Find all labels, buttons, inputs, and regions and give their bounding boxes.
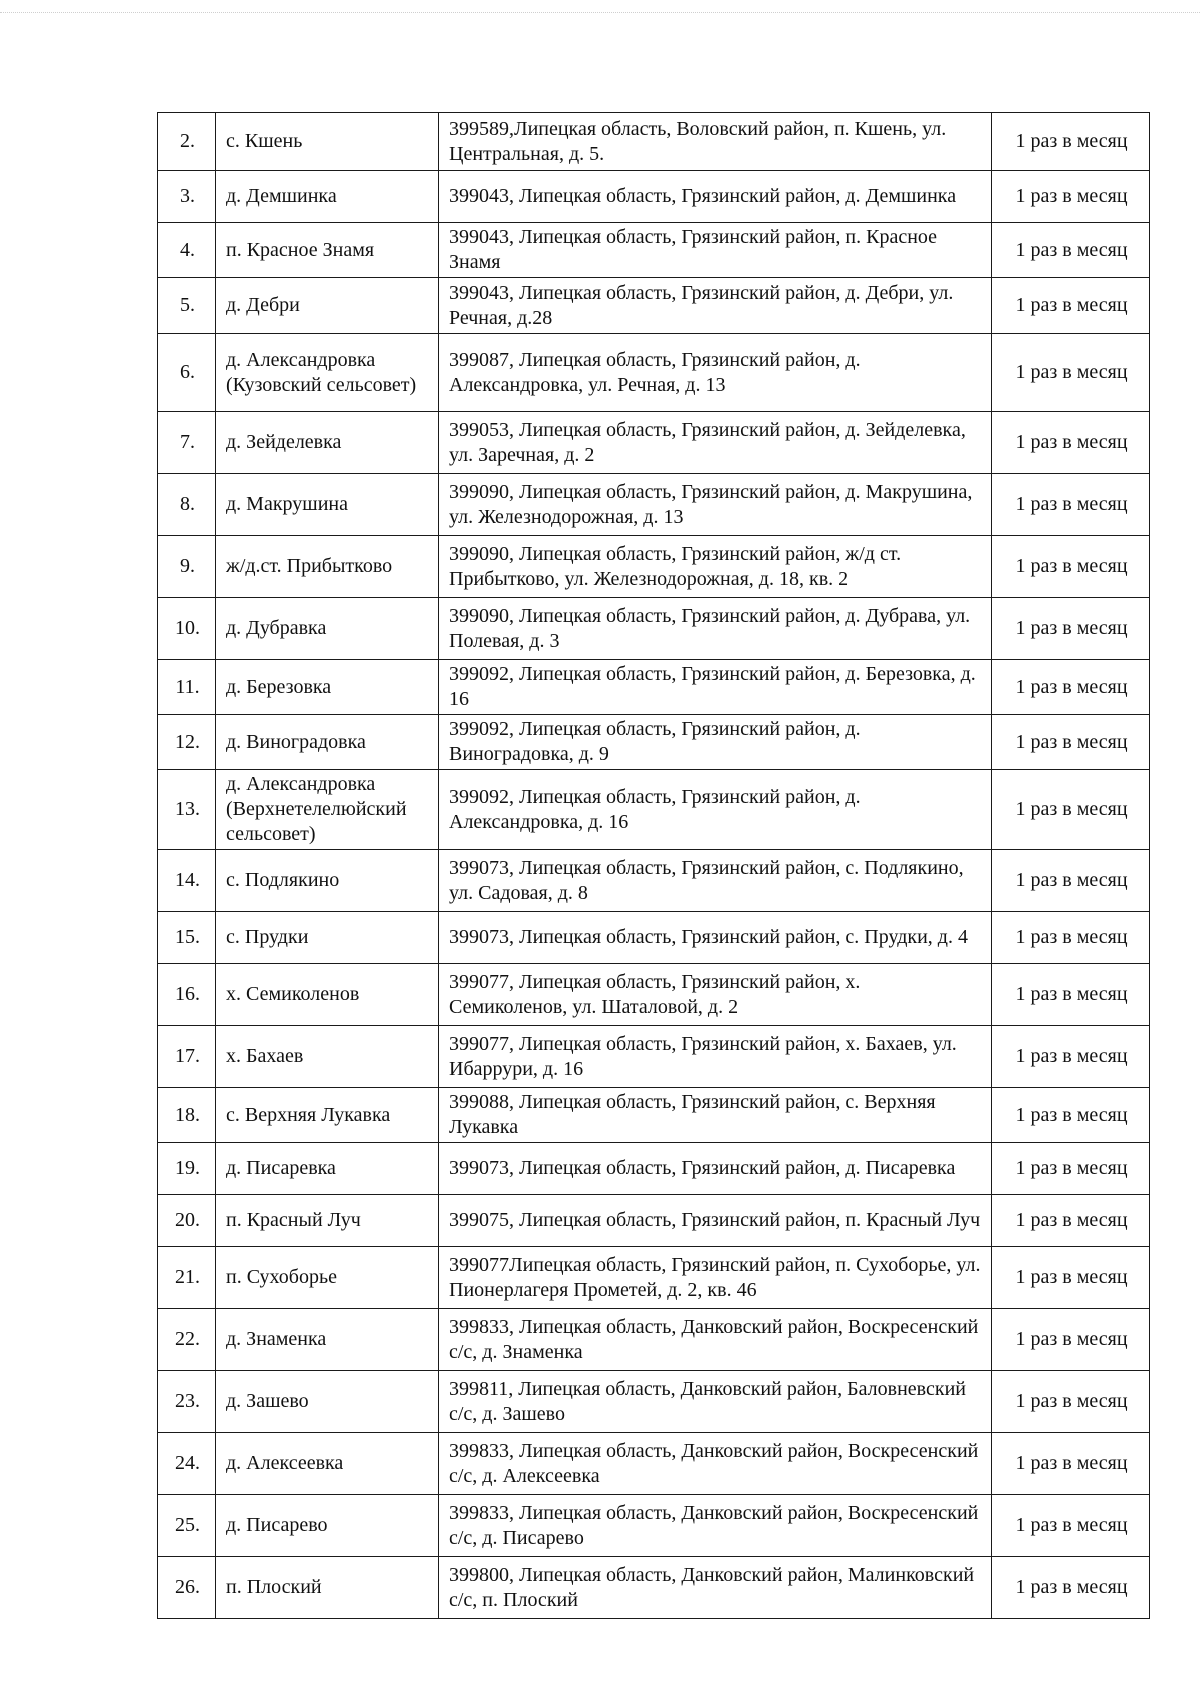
- place-name-cell: х. Семиколенов: [216, 964, 439, 1026]
- frequency-cell: 1 раз в месяц: [992, 278, 1150, 334]
- frequency-cell: 1 раз в месяц: [992, 536, 1150, 598]
- place-name-cell: д. Александровка (Верхнетелелюйский сельсовет): [216, 770, 439, 850]
- row-number-cell: 2.: [158, 113, 216, 171]
- row-number-cell: 15.: [158, 912, 216, 964]
- row-number-cell: 23.: [158, 1371, 216, 1433]
- address-cell: 399833, Липецкая область, Данковский район, Воскресенский с/с, д. Алексеевка: [439, 1433, 992, 1495]
- row-number-cell: 9.: [158, 536, 216, 598]
- table-row: [158, 171, 1150, 223]
- frequency-cell: 1 раз в месяц: [992, 715, 1150, 770]
- place-name-cell: с. Подлякино: [216, 850, 439, 912]
- table-row: [158, 1557, 1150, 1619]
- frequency-cell: 1 раз в месяц: [992, 1026, 1150, 1088]
- table-row: [158, 278, 1150, 334]
- row-number-cell: 11.: [158, 660, 216, 715]
- address-cell: 399092, Липецкая область, Грязинский район, д. Виноградовка, д. 9: [439, 715, 992, 770]
- place-name-cell: х. Бахаев: [216, 1026, 439, 1088]
- frequency-cell: 1 раз в месяц: [992, 1495, 1150, 1557]
- place-name-cell: д. Александровка (Кузовский сельсовет): [216, 334, 439, 412]
- table-row: [158, 536, 1150, 598]
- frequency-cell: 1 раз в месяц: [992, 1247, 1150, 1309]
- table-row: [158, 1195, 1150, 1247]
- row-number-cell: 5.: [158, 278, 216, 334]
- place-name-cell: д. Березовка: [216, 660, 439, 715]
- table-row: [158, 912, 1150, 964]
- address-cell: 399075, Липецкая область, Грязинский район, п. Красный Луч: [439, 1195, 992, 1247]
- address-cell: 399043, Липецкая область, Грязинский район, п. Красное Знамя: [439, 223, 992, 278]
- address-cell: 399073, Липецкая область, Грязинский район, д. Писаревка: [439, 1143, 992, 1195]
- place-name-cell: д. Писарево: [216, 1495, 439, 1557]
- place-name-cell: с. Прудки: [216, 912, 439, 964]
- row-number-cell: 22.: [158, 1309, 216, 1371]
- table-row: [158, 1371, 1150, 1433]
- locations-table: [157, 112, 1150, 1619]
- row-number-cell: 25.: [158, 1495, 216, 1557]
- frequency-cell: 1 раз в месяц: [992, 474, 1150, 536]
- place-name-cell: ж/д.ст. Прибытково: [216, 536, 439, 598]
- place-name-cell: п. Красное Знамя: [216, 223, 439, 278]
- row-number-cell: 20.: [158, 1195, 216, 1247]
- place-name-cell: д. Виноградовка: [216, 715, 439, 770]
- address-cell: 399043, Липецкая область, Грязинский район, д. Дебри, ул. Речная, д.28: [439, 278, 992, 334]
- address-cell: 399088, Липецкая область, Грязинский район, с. Верхняя Лукавка: [439, 1088, 992, 1143]
- frequency-cell: 1 раз в месяц: [992, 598, 1150, 660]
- table-row: [158, 412, 1150, 474]
- place-name-cell: п. Сухоборье: [216, 1247, 439, 1309]
- table-row: [158, 1088, 1150, 1143]
- table-row: [158, 1026, 1150, 1088]
- frequency-cell: 1 раз в месяц: [992, 964, 1150, 1026]
- table-row: [158, 1433, 1150, 1495]
- table-row: [158, 964, 1150, 1026]
- frequency-cell: 1 раз в месяц: [992, 912, 1150, 964]
- table-row: [158, 1247, 1150, 1309]
- table-row: [158, 715, 1150, 770]
- address-cell: 399833, Липецкая область, Данковский район, Воскресенский с/с, д. Писарево: [439, 1495, 992, 1557]
- page-edge-line: [0, 12, 1200, 13]
- place-name-cell: д. Демшинка: [216, 171, 439, 223]
- frequency-cell: 1 раз в месяц: [992, 1088, 1150, 1143]
- frequency-cell: 1 раз в месяц: [992, 171, 1150, 223]
- frequency-cell: 1 раз в месяц: [992, 113, 1150, 171]
- row-number-cell: 3.: [158, 171, 216, 223]
- address-cell: 399077, Липецкая область, Грязинский район, х. Семиколенов, ул. Шаталовой, д. 2: [439, 964, 992, 1026]
- place-name-cell: д. Дубравка: [216, 598, 439, 660]
- place-name-cell: д. Алексеевка: [216, 1433, 439, 1495]
- place-name-cell: п. Красный Луч: [216, 1195, 439, 1247]
- row-number-cell: 6.: [158, 334, 216, 412]
- address-cell: 399833, Липецкая область, Данковский район, Воскресенский с/с, д. Знаменка: [439, 1309, 992, 1371]
- place-name-cell: с. Кшень: [216, 113, 439, 171]
- frequency-cell: 1 раз в месяц: [992, 660, 1150, 715]
- table-row: [158, 850, 1150, 912]
- row-number-cell: 19.: [158, 1143, 216, 1195]
- table-row: [158, 1143, 1150, 1195]
- table-row: [158, 770, 1150, 850]
- place-name-cell: д. Дебри: [216, 278, 439, 334]
- frequency-cell: 1 раз в месяц: [992, 412, 1150, 474]
- table-row: [158, 334, 1150, 412]
- table-row: [158, 1309, 1150, 1371]
- row-number-cell: 21.: [158, 1247, 216, 1309]
- frequency-cell: 1 раз в месяц: [992, 334, 1150, 412]
- row-number-cell: 16.: [158, 964, 216, 1026]
- table-row: [158, 1495, 1150, 1557]
- row-number-cell: 13.: [158, 770, 216, 850]
- table-row: [158, 598, 1150, 660]
- table-row: [158, 474, 1150, 536]
- address-cell: 399087, Липецкая область, Грязинский район, д. Александровка, ул. Речная, д. 13: [439, 334, 992, 412]
- table-row: [158, 223, 1150, 278]
- address-cell: 399053, Липецкая область, Грязинский район, д. Зейделевка, ул. Заречная, д. 2: [439, 412, 992, 474]
- address-cell: 399073, Липецкая область, Грязинский район, с. Подлякино, ул. Садовая, д. 8: [439, 850, 992, 912]
- address-cell: 399800, Липецкая область, Данковский район, Малинковский с/с, п. Плоский: [439, 1557, 992, 1619]
- place-name-cell: с. Верхняя Лукавка: [216, 1088, 439, 1143]
- frequency-cell: 1 раз в месяц: [992, 1433, 1150, 1495]
- frequency-cell: 1 раз в месяц: [992, 223, 1150, 278]
- place-name-cell: д. Зашево: [216, 1371, 439, 1433]
- place-name-cell: д. Зейделевка: [216, 412, 439, 474]
- row-number-cell: 14.: [158, 850, 216, 912]
- frequency-cell: 1 раз в месяц: [992, 850, 1150, 912]
- frequency-cell: 1 раз в месяц: [992, 1143, 1150, 1195]
- row-number-cell: 12.: [158, 715, 216, 770]
- row-number-cell: 17.: [158, 1026, 216, 1088]
- frequency-cell: 1 раз в месяц: [992, 1195, 1150, 1247]
- frequency-cell: 1 раз в месяц: [992, 1309, 1150, 1371]
- address-cell: 399090, Липецкая область, Грязинский район, ж/д ст. Прибытково, ул. Железнодорожная, д. 18, кв. 2: [439, 536, 992, 598]
- row-number-cell: 26.: [158, 1557, 216, 1619]
- address-cell: 399811, Липецкая область, Данковский район, Баловневский с/с, д. Зашево: [439, 1371, 992, 1433]
- address-cell: 399090, Липецкая область, Грязинский район, д. Макрушина, ул. Железнодорожная, д. 13: [439, 474, 992, 536]
- address-cell: 399073, Липецкая область, Грязинский район, с. Прудки, д. 4: [439, 912, 992, 964]
- address-cell: 399092, Липецкая область, Грязинский район, д. Березовка, д. 16: [439, 660, 992, 715]
- row-number-cell: 18.: [158, 1088, 216, 1143]
- row-number-cell: 4.: [158, 223, 216, 278]
- row-number-cell: 8.: [158, 474, 216, 536]
- place-name-cell: д. Знаменка: [216, 1309, 439, 1371]
- frequency-cell: 1 раз в месяц: [992, 1557, 1150, 1619]
- locations-table-body: [158, 113, 1150, 1619]
- table-row: [158, 660, 1150, 715]
- row-number-cell: 10.: [158, 598, 216, 660]
- address-cell: 399077, Липецкая область, Грязинский район, х. Бахаев, ул. Ибаррури, д. 16: [439, 1026, 992, 1088]
- frequency-cell: 1 раз в месяц: [992, 1371, 1150, 1433]
- place-name-cell: п. Плоский: [216, 1557, 439, 1619]
- address-cell: 399092, Липецкая область, Грязинский район, д. Александровка, д. 16: [439, 770, 992, 850]
- row-number-cell: 24.: [158, 1433, 216, 1495]
- address-cell: 399090, Липецкая область, Грязинский район, д. Дубрава, ул. Полевая, д. 3: [439, 598, 992, 660]
- place-name-cell: д. Макрушина: [216, 474, 439, 536]
- place-name-cell: д. Писаревка: [216, 1143, 439, 1195]
- frequency-cell: 1 раз в месяц: [992, 770, 1150, 850]
- table-row: [158, 113, 1150, 171]
- address-cell: 399589,Липецкая область, Воловский район, п. Кшень, ул. Центральная, д. 5.: [439, 113, 992, 171]
- address-cell: 399043, Липецкая область, Грязинский район, д. Демшинка: [439, 171, 992, 223]
- address-cell: 399077Липецкая область, Грязинский район, п. Сухоборье, ул. Пионерлагеря Прометей, д. 2, кв. 46: [439, 1247, 992, 1309]
- row-number-cell: 7.: [158, 412, 216, 474]
